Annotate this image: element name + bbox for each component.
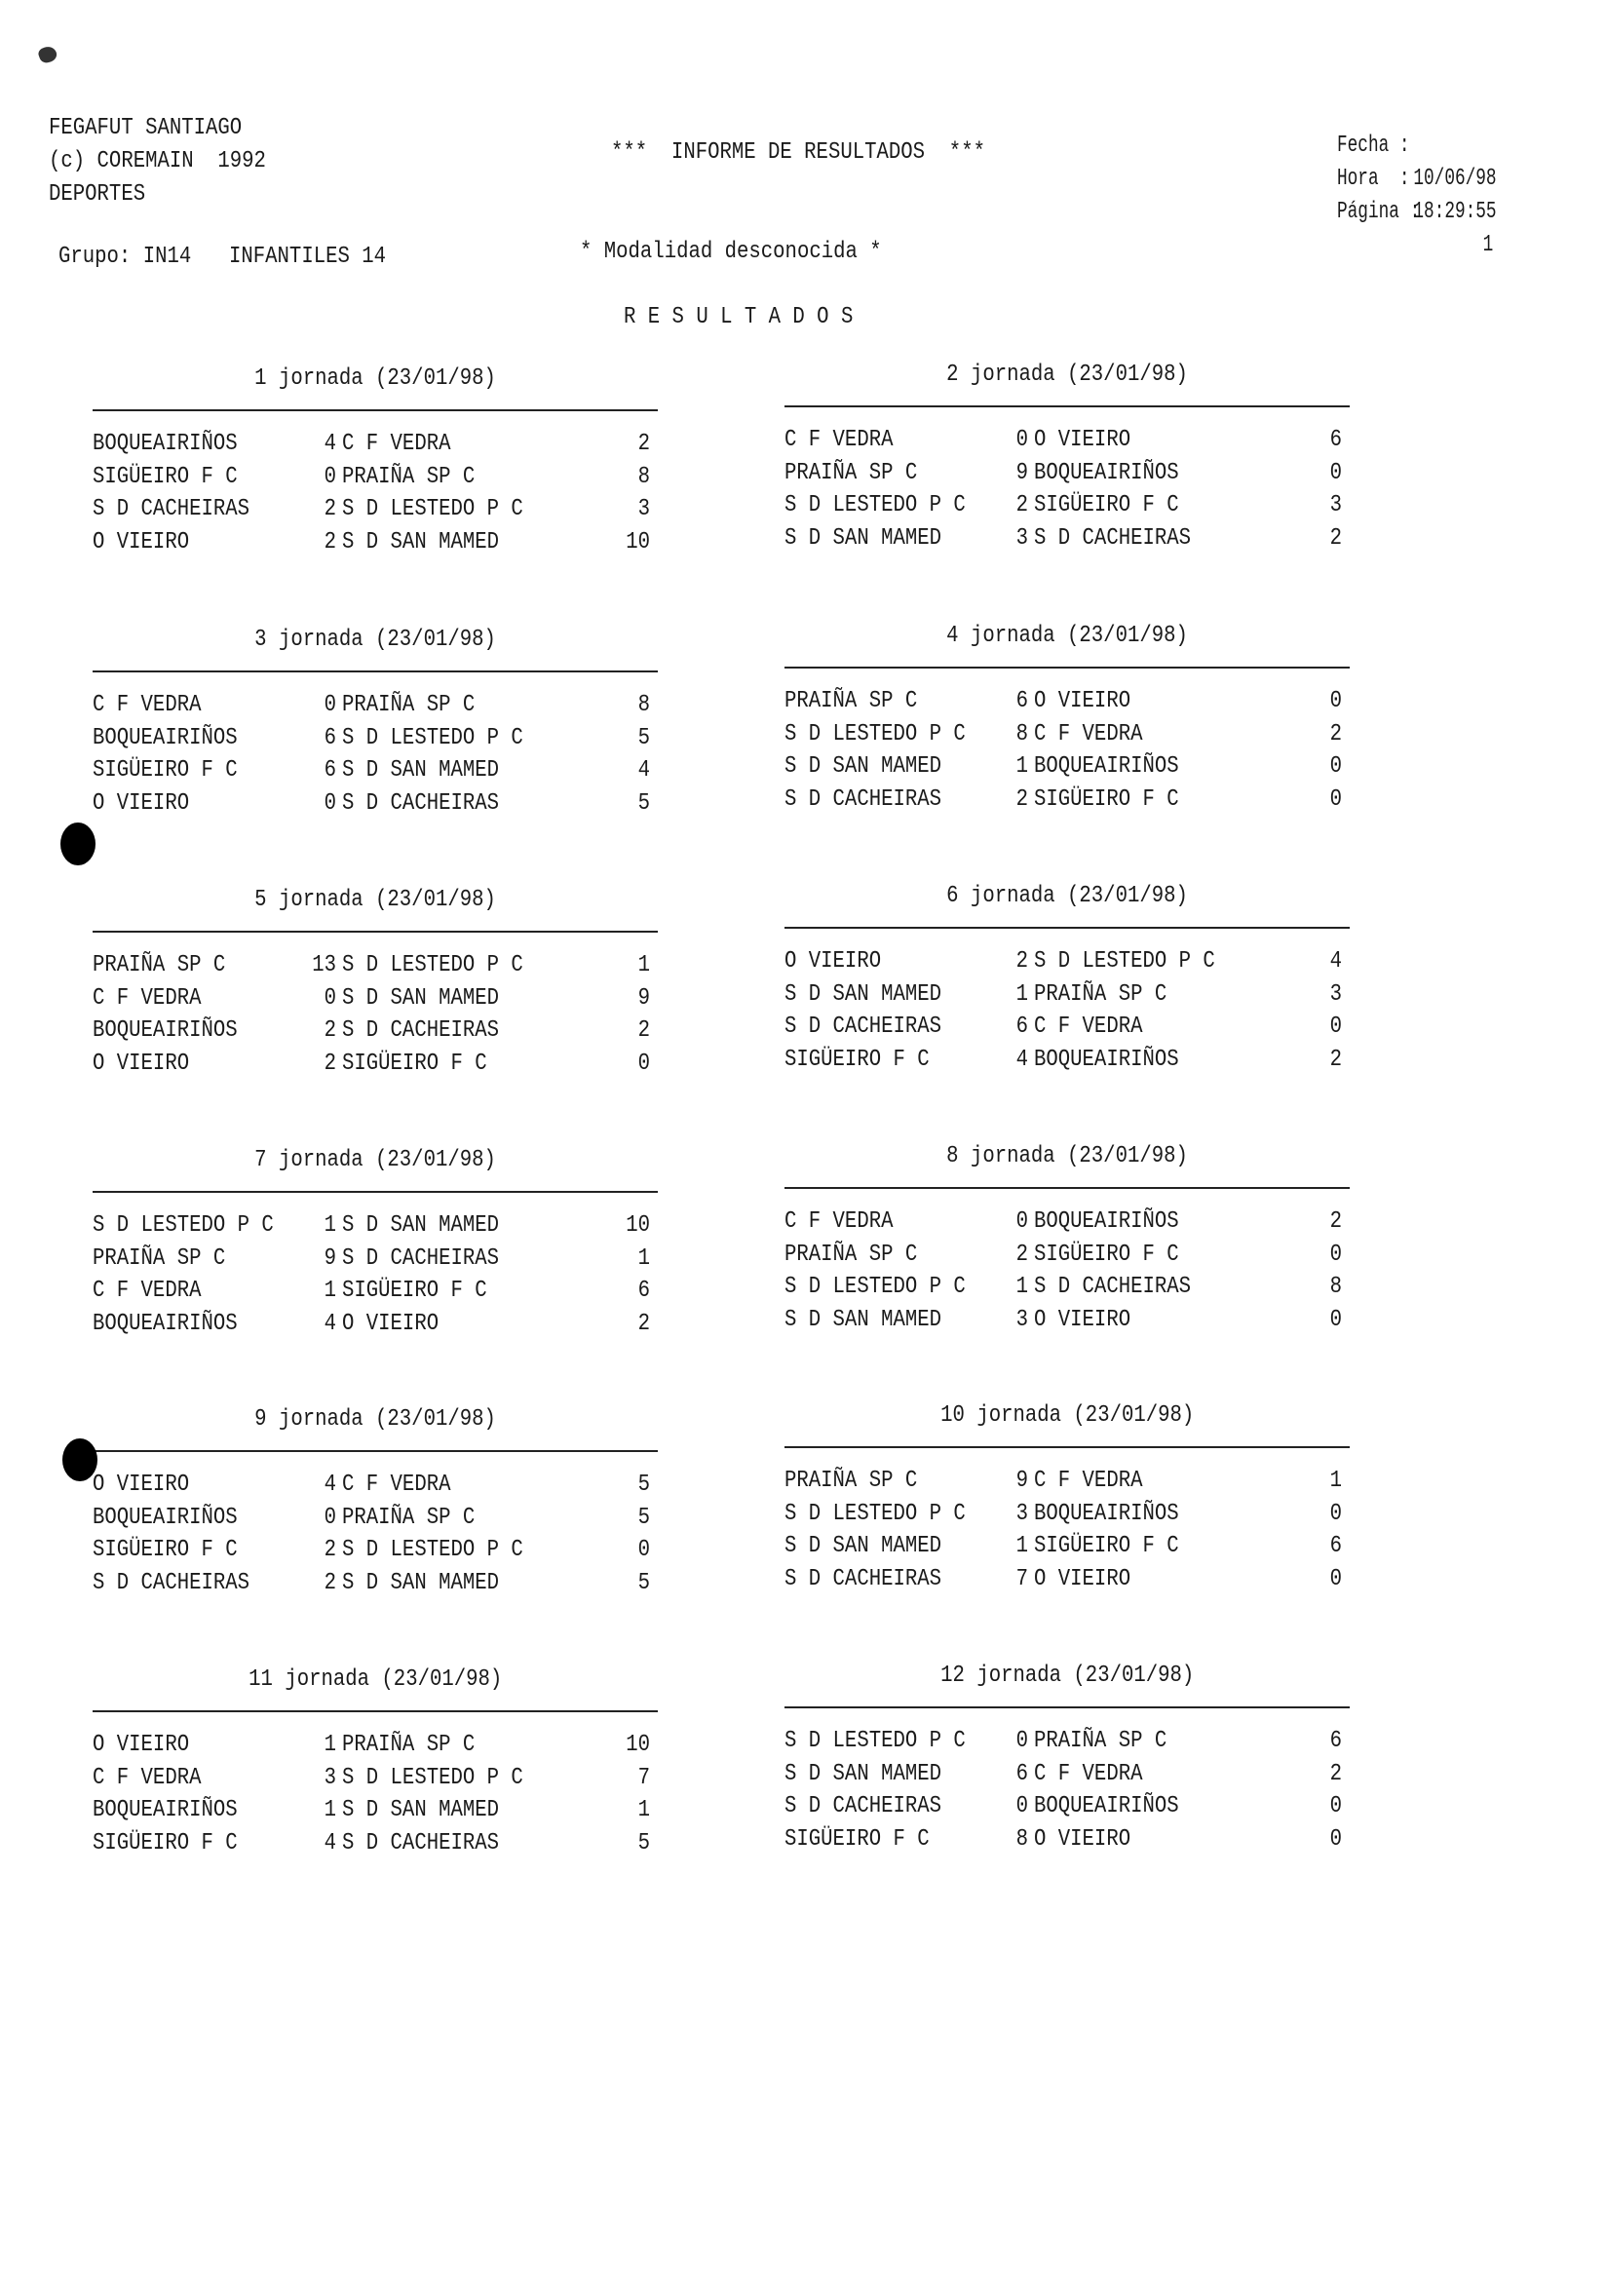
org-line-3: DEPORTES (49, 181, 146, 208)
match-row (93, 1311, 658, 1343)
home-score: 8 (1015, 720, 1028, 747)
hora-value: 18:29:55 (1413, 199, 1497, 225)
match-row (93, 1051, 658, 1083)
away-team: S D LESTEDO P C (342, 952, 523, 978)
home-score: 2 (324, 528, 336, 555)
away-team: S D CACHEIRAS (342, 789, 500, 817)
home-score: 4 (1015, 1046, 1028, 1073)
away-team: S D CACHEIRAS (1034, 524, 1192, 552)
jornada-rule (93, 1450, 658, 1452)
away-team: C F VEDRA (342, 1472, 451, 1498)
away-team: S D LESTEDO P C (1034, 948, 1215, 975)
away-score: 1 (637, 1244, 650, 1272)
home-team: S D LESTEDO P C (784, 1500, 966, 1527)
home-team: C F VEDRA (784, 1208, 894, 1235)
away-team: SIGÜEIRO F C (342, 1050, 487, 1077)
away-score: 0 (1329, 459, 1342, 486)
away-team: S D SAN MAMED (342, 1569, 500, 1596)
away-score: 10 (626, 1732, 650, 1758)
home-team: BOQUEAIRIÑOS (93, 1797, 238, 1823)
match-row (784, 1274, 1350, 1306)
away-team: S D SAN MAMED (342, 1212, 500, 1239)
home-team: O VIEIRO (93, 528, 190, 555)
match-row (784, 1826, 1350, 1858)
home-score: 3 (1015, 1500, 1028, 1527)
away-score: 0 (637, 1050, 650, 1077)
punch-hole-top (60, 823, 96, 865)
home-score: 3 (324, 1764, 336, 1791)
home-team: PRAIÑA SP C (93, 952, 226, 978)
match-row (784, 427, 1350, 459)
away-score: 0 (1329, 1793, 1342, 1819)
home-team: BOQUEAIRIÑOS (93, 724, 238, 751)
home-score: 6 (324, 757, 336, 784)
away-score: 5 (637, 1472, 650, 1498)
jornada-rule (784, 1706, 1350, 1708)
away-team: C F VEDRA (1034, 1760, 1143, 1787)
jornada-rule (784, 405, 1350, 407)
match-row (784, 460, 1350, 492)
home-team: S D CACHEIRAS (784, 785, 942, 813)
away-score: 5 (637, 1569, 650, 1596)
jornada-title: 5 jornada (23/01/98) (254, 887, 496, 913)
jornada-rule (784, 1446, 1350, 1448)
away-team: BOQUEAIRIÑOS (1034, 459, 1179, 486)
away-team: BOQUEAIRIÑOS (1034, 1793, 1179, 1819)
away-team: S D LESTEDO P C (342, 496, 523, 522)
home-team: BOQUEAIRIÑOS (93, 1504, 238, 1531)
away-score: 2 (1329, 720, 1342, 747)
match-row (93, 757, 658, 789)
home-team: S D CACHEIRAS (784, 1014, 942, 1040)
hora-label: Hora : (1337, 166, 1410, 192)
away-score: 2 (637, 1310, 650, 1337)
away-team: SIGÜEIRO F C (1034, 492, 1179, 518)
home-team: S D LESTEDO P C (784, 1728, 966, 1754)
away-team: PRAIÑA SP C (342, 1732, 476, 1758)
away-score: 0 (1329, 785, 1342, 813)
away-score: 0 (1329, 688, 1342, 714)
home-score: 1 (1015, 980, 1028, 1008)
jornada-title: 11 jornada (23/01/98) (248, 1666, 503, 1693)
punch-hole-bottom (62, 1438, 97, 1481)
home-score: 1 (324, 1797, 336, 1823)
home-team: SIGÜEIRO F C (93, 463, 238, 490)
away-team: PRAIÑA SP C (342, 692, 476, 718)
home-score: 6 (1015, 1014, 1028, 1040)
home-score: 1 (1015, 1533, 1028, 1559)
match-row (784, 1728, 1350, 1760)
jornada-block (784, 1402, 1350, 1636)
home-team: C F VEDRA (93, 984, 202, 1012)
away-team: BOQUEAIRIÑOS (1034, 1208, 1179, 1235)
away-score: 6 (1329, 1533, 1342, 1559)
away-team: C F VEDRA (1034, 1014, 1143, 1040)
away-team: S D CACHEIRAS (342, 1017, 500, 1044)
home-score: 0 (324, 692, 336, 718)
away-score: 10 (626, 1212, 650, 1239)
away-team: PRAIÑA SP C (1034, 1728, 1167, 1754)
jornada-rule (784, 927, 1350, 929)
grupo-label: Grupo: IN14 (58, 244, 192, 270)
jornada-title: 4 jornada (23/01/98) (946, 623, 1188, 649)
home-score: 0 (324, 984, 336, 1012)
home-score: 6 (1015, 688, 1028, 714)
home-team: C F VEDRA (93, 1278, 202, 1304)
away-score: 2 (637, 431, 650, 457)
jornada-title: 10 jornada (23/01/98) (939, 1402, 1195, 1429)
jornada-block (93, 1666, 658, 1900)
away-team: O VIEIRO (1034, 1306, 1131, 1333)
home-team: S D SAN MAMED (784, 1306, 942, 1333)
away-score: 3 (1329, 492, 1342, 518)
away-score: 4 (637, 757, 650, 784)
home-score: 7 (1015, 1565, 1028, 1592)
home-score: 6 (324, 724, 336, 751)
jornada-block (93, 1406, 658, 1640)
match-row (784, 1242, 1350, 1274)
match-row (93, 529, 658, 561)
match-row (93, 1797, 658, 1829)
match-row (93, 496, 658, 528)
away-team: PRAIÑA SP C (342, 1504, 476, 1531)
jornada-block (784, 623, 1350, 857)
away-score: 3 (1329, 980, 1342, 1008)
away-score: 0 (1329, 1565, 1342, 1592)
away-team: O VIEIRO (1034, 427, 1131, 453)
jornada-rule (93, 670, 658, 672)
away-score: 9 (637, 984, 650, 1012)
away-team: C F VEDRA (342, 431, 451, 457)
match-row (93, 1830, 658, 1862)
home-team: S D CACHEIRAS (93, 496, 250, 522)
match-row (784, 1761, 1350, 1793)
away-team: BOQUEAIRIÑOS (1034, 753, 1179, 780)
home-score: 2 (324, 1569, 336, 1596)
home-team: S D LESTEDO P C (784, 720, 966, 747)
away-team: S D LESTEDO P C (342, 1764, 523, 1791)
jornada-rule (93, 931, 658, 933)
match-row (93, 725, 658, 757)
away-score: 8 (637, 463, 650, 490)
match-row (93, 1732, 658, 1764)
jornada-title: 1 jornada (23/01/98) (254, 365, 496, 392)
home-score: 0 (1015, 1728, 1028, 1754)
home-score: 2 (1015, 492, 1028, 518)
away-score: 5 (637, 1504, 650, 1531)
report-title: *** INFORME DE RESULTADOS *** (611, 139, 985, 166)
away-team: S D LESTEDO P C (342, 1537, 523, 1563)
away-team: S D LESTEDO P C (342, 724, 523, 751)
match-row (93, 1765, 658, 1797)
away-team: S D SAN MAMED (342, 984, 500, 1012)
home-team: S D CACHEIRAS (784, 1565, 942, 1592)
away-score: 2 (1329, 1760, 1342, 1787)
away-score: 0 (1329, 1306, 1342, 1333)
jornada-block (784, 883, 1350, 1117)
modalidad: * Modalidad desconocida * (580, 239, 882, 265)
home-team: PRAIÑA SP C (784, 1468, 918, 1494)
home-team: S D SAN MAMED (784, 1760, 942, 1787)
match-row (784, 753, 1350, 785)
section-title: R E S U L T A D O S (624, 304, 854, 330)
away-score: 0 (637, 1537, 650, 1563)
home-score: 3 (1015, 524, 1028, 552)
jornada-block (784, 362, 1350, 595)
home-team: S D SAN MAMED (784, 1533, 942, 1559)
jornada-title: 9 jornada (23/01/98) (254, 1406, 496, 1433)
home-score: 4 (324, 1472, 336, 1498)
jornada-rule (784, 667, 1350, 669)
home-team: S D CACHEIRAS (93, 1569, 250, 1596)
home-score: 9 (324, 1244, 336, 1272)
home-score: 0 (324, 789, 336, 817)
home-team: BOQUEAIRIÑOS (93, 431, 238, 457)
home-team: S D SAN MAMED (784, 524, 942, 552)
match-row (93, 1017, 658, 1050)
home-team: O VIEIRO (93, 1050, 190, 1077)
jornada-rule (784, 1187, 1350, 1189)
home-score: 2 (324, 1537, 336, 1563)
match-row (93, 790, 658, 823)
match-row (93, 985, 658, 1017)
home-score: 13 (312, 952, 336, 978)
match-row (93, 431, 658, 463)
pagina-label: Página : (1337, 199, 1421, 225)
away-score: 0 (1329, 1825, 1342, 1853)
org-line-1: FEGAFUT SANTIAGO (49, 115, 243, 141)
jornada-rule (93, 409, 658, 411)
match-row (784, 688, 1350, 720)
match-row (93, 1537, 658, 1569)
away-score: 3 (637, 496, 650, 522)
away-team: S D CACHEIRAS (342, 1829, 500, 1856)
match-row (784, 1793, 1350, 1825)
match-row (784, 1468, 1350, 1500)
home-team: C F VEDRA (784, 427, 894, 453)
home-team: BOQUEAIRIÑOS (93, 1310, 238, 1337)
home-team: O VIEIRO (93, 1732, 190, 1758)
away-score: 7 (637, 1764, 650, 1791)
away-team: SIGÜEIRO F C (1034, 1241, 1179, 1268)
match-row (784, 1047, 1350, 1079)
away-team: SIGÜEIRO F C (1034, 785, 1179, 813)
away-score: 10 (626, 528, 650, 555)
home-score: 4 (324, 431, 336, 457)
match-row (784, 981, 1350, 1014)
home-team: C F VEDRA (93, 1764, 202, 1791)
away-team: C F VEDRA (1034, 720, 1143, 747)
match-row (784, 1307, 1350, 1339)
away-score: 0 (1329, 1500, 1342, 1527)
home-score: 9 (1015, 459, 1028, 486)
away-score: 1 (1329, 1468, 1342, 1494)
home-team: O VIEIRO (93, 789, 190, 817)
away-team: C F VEDRA (1034, 1468, 1143, 1494)
match-row (784, 1566, 1350, 1598)
home-team: SIGÜEIRO F C (93, 757, 238, 784)
home-score: 0 (1015, 1793, 1028, 1819)
away-team: BOQUEAIRIÑOS (1034, 1046, 1179, 1073)
jornada-rule (93, 1710, 658, 1712)
jornada-block (784, 1663, 1350, 1896)
home-team: S D LESTEDO P C (784, 1274, 966, 1300)
jornada-block (784, 1143, 1350, 1377)
home-team: SIGÜEIRO F C (784, 1825, 930, 1853)
away-team: S D SAN MAMED (342, 528, 500, 555)
away-team: O VIEIRO (342, 1310, 440, 1337)
match-row (93, 1245, 658, 1278)
away-score: 8 (1329, 1274, 1342, 1300)
away-score: 2 (1329, 1208, 1342, 1235)
away-score: 5 (637, 789, 650, 817)
jornada-block (93, 365, 658, 599)
home-team: PRAIÑA SP C (93, 1244, 226, 1272)
jornada-title: 3 jornada (23/01/98) (254, 627, 496, 653)
match-row (784, 492, 1350, 524)
home-score: 4 (324, 1310, 336, 1337)
home-score: 1 (324, 1732, 336, 1758)
away-score: 2 (1329, 524, 1342, 552)
pagina-value: 1 (1482, 232, 1493, 258)
jornada-title: 12 jornada (23/01/98) (939, 1663, 1195, 1689)
away-score: 0 (1329, 753, 1342, 780)
away-team: O VIEIRO (1034, 1565, 1131, 1592)
home-score: 0 (324, 1504, 336, 1531)
organization-header (49, 112, 301, 211)
jornada-block (93, 1147, 658, 1381)
away-score: 1 (637, 952, 650, 978)
home-score: 2 (1015, 1241, 1028, 1268)
home-team: O VIEIRO (93, 1472, 190, 1498)
report-meta (1337, 96, 1522, 258)
home-team: SIGÜEIRO F C (784, 1046, 930, 1073)
away-score: 0 (1329, 1014, 1342, 1040)
jornada-title: 8 jornada (23/01/98) (946, 1143, 1188, 1169)
match-row (93, 952, 658, 984)
home-score: 2 (1015, 948, 1028, 975)
jornada-block (93, 627, 658, 861)
home-team: PRAIÑA SP C (784, 459, 918, 486)
jornada-rule (93, 1191, 658, 1193)
away-team: S D CACHEIRAS (342, 1244, 500, 1272)
home-score: 0 (324, 463, 336, 490)
home-team: BOQUEAIRIÑOS (93, 1017, 238, 1044)
match-row (93, 1212, 658, 1244)
home-team: S D LESTEDO P C (784, 492, 966, 518)
fecha-value: 10/06/98 (1413, 166, 1497, 192)
match-row (93, 692, 658, 724)
home-team: S D LESTEDO P C (93, 1212, 274, 1239)
match-row (784, 721, 1350, 753)
home-team: O VIEIRO (784, 948, 882, 975)
match-row (93, 1472, 658, 1504)
match-row (784, 786, 1350, 819)
home-score: 1 (324, 1278, 336, 1304)
match-row (784, 1208, 1350, 1241)
away-score: 2 (637, 1017, 650, 1044)
away-score: 0 (1329, 1241, 1342, 1268)
away-score: 6 (637, 1278, 650, 1304)
match-row (784, 948, 1350, 980)
away-team: PRAIÑA SP C (342, 463, 476, 490)
away-team: O VIEIRO (1034, 688, 1131, 714)
home-score: 2 (1015, 785, 1028, 813)
away-team: S D SAN MAMED (342, 757, 500, 784)
home-score: 2 (324, 1017, 336, 1044)
home-team: SIGÜEIRO F C (93, 1537, 238, 1563)
match-row (93, 1570, 658, 1602)
away-score: 5 (637, 724, 650, 751)
home-team: PRAIÑA SP C (784, 1241, 918, 1268)
jornada-title: 2 jornada (23/01/98) (946, 362, 1188, 388)
match-row (784, 1533, 1350, 1565)
away-team: S D CACHEIRAS (1034, 1274, 1192, 1300)
home-team: C F VEDRA (93, 692, 202, 718)
away-score: 2 (1329, 1046, 1342, 1073)
away-team: SIGÜEIRO F C (1034, 1533, 1179, 1559)
home-score: 2 (324, 496, 336, 522)
org-line-2: (c) COREMAIN 1992 (49, 148, 266, 174)
away-team: O VIEIRO (1034, 1825, 1131, 1853)
match-row (784, 1501, 1350, 1533)
match-row (93, 464, 658, 496)
ink-mark (37, 44, 58, 64)
away-score: 4 (1329, 948, 1342, 975)
home-team: SIGÜEIRO F C (93, 1829, 238, 1856)
away-score: 6 (1329, 1728, 1342, 1754)
grupo-category: INFANTILES 14 (229, 244, 387, 270)
home-team: S D SAN MAMED (784, 753, 942, 780)
away-team: PRAIÑA SP C (1034, 980, 1167, 1008)
jornada-block (93, 887, 658, 1121)
home-score: 0 (1015, 1208, 1028, 1235)
away-score: 8 (637, 692, 650, 718)
away-score: 1 (637, 1797, 650, 1823)
home-score: 1 (1015, 1274, 1028, 1300)
match-row (784, 525, 1350, 557)
jornada-title: 6 jornada (23/01/98) (946, 883, 1188, 909)
away-score: 6 (1329, 427, 1342, 453)
away-team: BOQUEAIRIÑOS (1034, 1500, 1179, 1527)
home-score: 1 (1015, 753, 1028, 780)
home-score: 8 (1015, 1825, 1028, 1853)
home-score: 0 (1015, 427, 1028, 453)
jornada-title: 7 jornada (23/01/98) (254, 1147, 496, 1173)
fecha-label: Fecha : (1337, 133, 1410, 159)
away-score: 5 (637, 1829, 650, 1856)
match-row (93, 1278, 658, 1310)
home-team: S D CACHEIRAS (784, 1793, 942, 1819)
home-score: 6 (1015, 1760, 1028, 1787)
home-score: 3 (1015, 1306, 1028, 1333)
home-score: 1 (324, 1212, 336, 1239)
home-team: PRAIÑA SP C (784, 688, 918, 714)
home-score: 9 (1015, 1468, 1028, 1494)
home-team: S D SAN MAMED (784, 980, 942, 1008)
away-team: S D SAN MAMED (342, 1797, 500, 1823)
away-team: SIGÜEIRO F C (342, 1278, 487, 1304)
match-row (93, 1505, 658, 1537)
home-score: 2 (324, 1050, 336, 1077)
match-row (784, 1014, 1350, 1046)
home-score: 4 (324, 1829, 336, 1856)
